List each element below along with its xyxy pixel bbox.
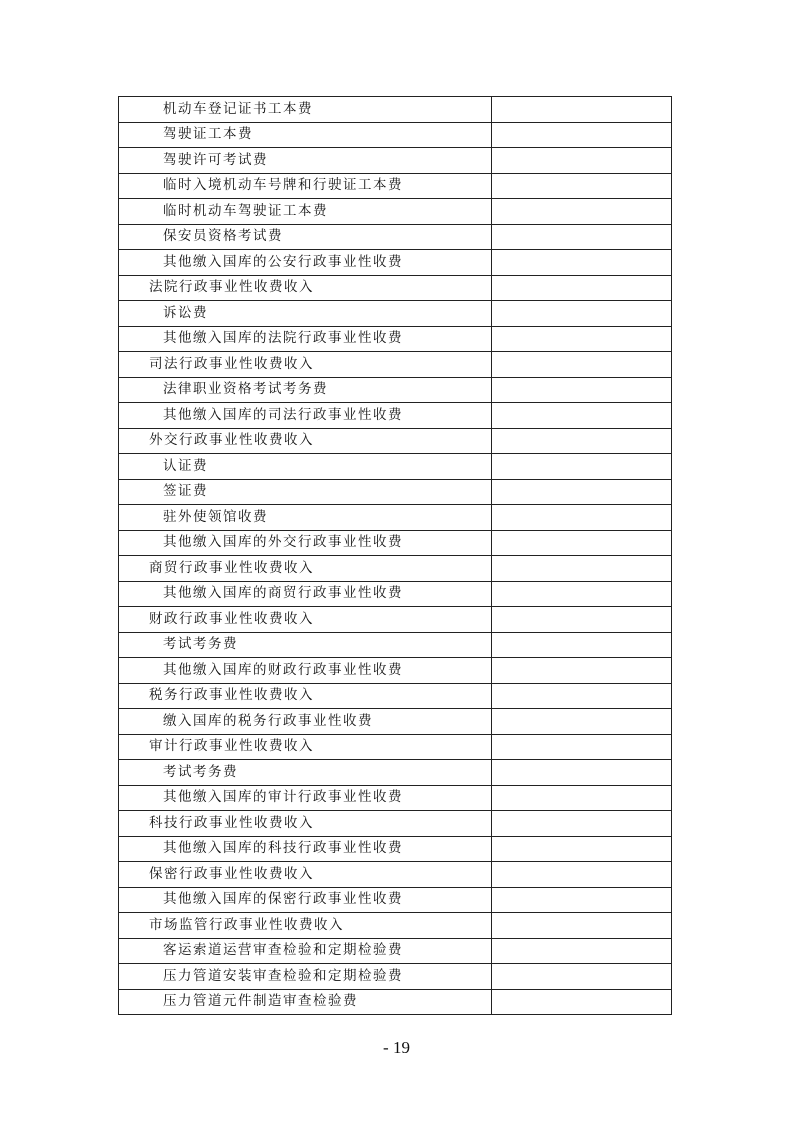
item-label: 驾驶许可考试费 [119,148,492,174]
fee-table-body [119,97,672,1015]
value-cell [492,275,672,301]
item-label: 其他缴入国库的公安行政事业性收费 [119,250,492,276]
table-row [119,352,672,378]
table-row [119,403,672,429]
item-label: 诉讼费 [119,301,492,327]
table-row [119,683,672,709]
value-cell [492,428,672,454]
value-cell [492,377,672,403]
table-row [119,964,672,990]
category-label: 法院行政事业性收费收入 [119,275,492,301]
item-label: 其他缴入国库的司法行政事业性收费 [119,403,492,429]
table-row [119,556,672,582]
page-number: - 19 [383,1038,410,1057]
category-label: 财政行政事业性收费收入 [119,607,492,633]
table-row [119,938,672,964]
category-label: 保密行政事业性收费收入 [119,862,492,888]
table-row [119,224,672,250]
category-label: 司法行政事业性收费收入 [119,352,492,378]
table-row [119,301,672,327]
table-row [119,97,672,123]
category-label: 科技行政事业性收费收入 [119,811,492,837]
item-label: 机动车登记证书工本费 [119,97,492,123]
category-label: 市场监管行政事业性收费收入 [119,913,492,939]
item-label: 其他缴入国库的科技行政事业性收费 [119,836,492,862]
table-row [119,479,672,505]
table-row [119,326,672,352]
item-label: 考试考务费 [119,760,492,786]
table-row [119,122,672,148]
value-cell [492,301,672,327]
item-label: 其他缴入国库的法院行政事业性收费 [119,326,492,352]
item-label: 考试考务费 [119,632,492,658]
value-cell [492,148,672,174]
item-label: 其他缴入国库的审计行政事业性收费 [119,785,492,811]
value-cell [492,454,672,480]
value-cell [492,607,672,633]
item-label: 客运索道运营审查检验和定期检验费 [119,938,492,964]
value-cell [492,250,672,276]
item-label: 其他缴入国库的财政行政事业性收费 [119,658,492,684]
value-cell [492,964,672,990]
table-row [119,173,672,199]
item-label: 其他缴入国库的保密行政事业性收费 [119,887,492,913]
value-cell [492,683,672,709]
value-cell [492,658,672,684]
category-label: 商贸行政事业性收费收入 [119,556,492,582]
value-cell [492,811,672,837]
value-cell [492,352,672,378]
category-label: 外交行政事业性收费收入 [119,428,492,454]
value-cell [492,989,672,1015]
value-cell [492,224,672,250]
item-label: 其他缴入国库的商贸行政事业性收费 [119,581,492,607]
item-label: 签证费 [119,479,492,505]
item-label: 驻外使领馆收费 [119,505,492,531]
item-label: 法律职业资格考试考务费 [119,377,492,403]
value-cell [492,505,672,531]
item-label: 驾驶证工本费 [119,122,492,148]
item-label: 缴入国库的税务行政事业性收费 [119,709,492,735]
category-label: 审计行政事业性收费收入 [119,734,492,760]
value-cell [492,122,672,148]
table-row [119,658,672,684]
value-cell [492,709,672,735]
item-label: 压力管道安装审查检验和定期检验费 [119,964,492,990]
value-cell [492,734,672,760]
table-row [119,811,672,837]
value-cell [492,836,672,862]
table-row [119,862,672,888]
table-row [119,454,672,480]
table-row [119,530,672,556]
item-label: 其他缴入国库的外交行政事业性收费 [119,530,492,556]
table-row [119,275,672,301]
table-row [119,428,672,454]
table-row [119,887,672,913]
value-cell [492,862,672,888]
category-label: 税务行政事业性收费收入 [119,683,492,709]
value-cell [492,173,672,199]
table-row [119,250,672,276]
table-row [119,505,672,531]
table-row [119,836,672,862]
value-cell [492,938,672,964]
value-cell [492,887,672,913]
value-cell [492,632,672,658]
value-cell [492,199,672,225]
value-cell [492,760,672,786]
table-row [119,581,672,607]
fee-items-table [118,96,672,1015]
item-label: 认证费 [119,454,492,480]
table-row [119,785,672,811]
value-cell [492,581,672,607]
value-cell [492,97,672,123]
value-cell [492,785,672,811]
table-row [119,148,672,174]
value-cell [492,479,672,505]
item-label: 临时机动车驾驶证工本费 [119,199,492,225]
table-row [119,734,672,760]
value-cell [492,403,672,429]
value-cell [492,530,672,556]
item-label: 保安员资格考试费 [119,224,492,250]
table-row [119,709,672,735]
table-row [119,913,672,939]
table-row [119,377,672,403]
item-label: 压力管道元件制造审查检验费 [119,989,492,1015]
table-row [119,989,672,1015]
table-row [119,760,672,786]
table-row [119,199,672,225]
table-row [119,607,672,633]
value-cell [492,556,672,582]
item-label: 临时入境机动车号牌和行驶证工本费 [119,173,492,199]
table-row [119,632,672,658]
value-cell [492,326,672,352]
value-cell [492,913,672,939]
